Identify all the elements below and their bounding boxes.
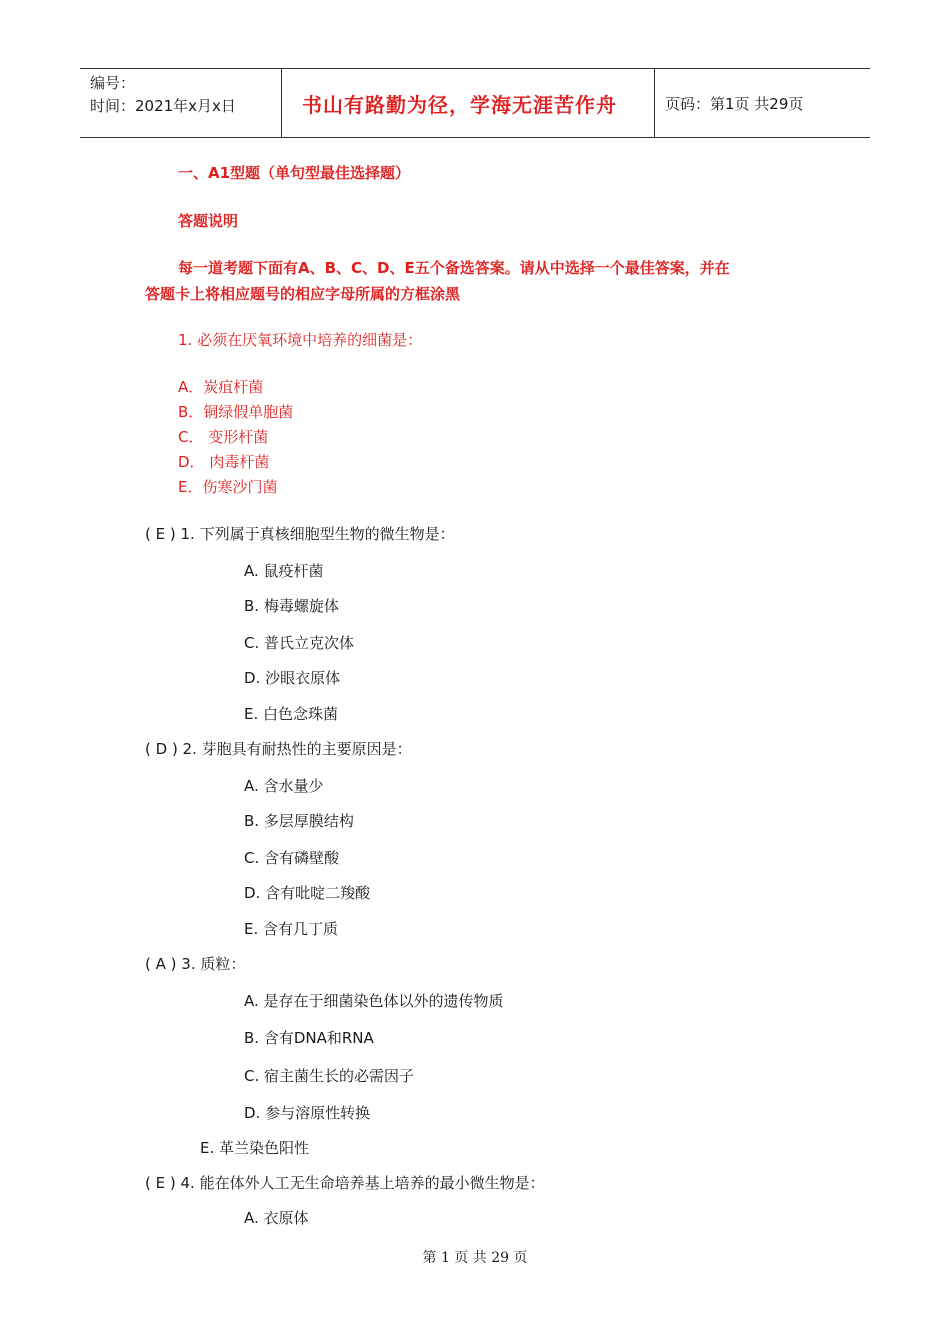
instructions-line-1: 每一道考题下面有A、B、C、D、E五个备选答案。请从中选择一个最佳答案，并在	[178, 259, 730, 277]
header-motto: 书山有路勤为径，学海无涯苦作舟	[302, 92, 617, 117]
example-option: E．伤寒沙门菌	[178, 478, 278, 496]
question-option: D. 参与溶原性转换	[244, 1104, 371, 1122]
time-label: 时间：2021年x月x日	[90, 97, 236, 115]
example-option: D． 肉毒杆菌	[178, 453, 270, 471]
serial-label: 编号：	[90, 74, 136, 92]
question-option: A. 是存在于细菌染色体以外的遗传物质	[244, 992, 504, 1010]
question-option: D. 含有吡啶二羧酸	[244, 884, 371, 902]
question-option: C. 宿主菌生长的必需因子	[244, 1067, 415, 1085]
example-option: C． 变形杆菌	[178, 428, 269, 446]
question-option: A. 衣原体	[244, 1209, 309, 1227]
example-option: B．铜绿假单胞菌	[178, 403, 294, 421]
question-option: D. 沙眼衣原体	[244, 669, 341, 687]
question-option: B. 多层厚膜结构	[244, 812, 354, 830]
example-option: A．炭疽杆菌	[178, 378, 264, 396]
question-option: E. 革兰染色阳性	[200, 1139, 310, 1157]
question-option: A. 含水量少	[244, 777, 324, 795]
header-page-info-cell	[655, 69, 870, 137]
question-stem: ( E ) 1. 下列属于真核细胞型生物的微生物是：	[145, 525, 455, 543]
page-header	[80, 68, 870, 138]
question-stem: ( D ) 2. 芽胞具有耐热性的主要原因是：	[145, 740, 412, 758]
header-meta	[80, 69, 282, 137]
instructions-title: 答题说明	[178, 212, 239, 230]
header-motto-cell	[282, 69, 655, 137]
question-option: A. 鼠疫杆菌	[244, 562, 324, 580]
instructions-line-2: 答题卡上将相应题号的相应字母所属的方框涂黑	[145, 285, 461, 303]
question-stem: ( E ) 4. 能在体外人工无生命培养基上培养的最小微生物是：	[145, 1174, 545, 1192]
question-option: E. 白色念珠菌	[244, 705, 339, 723]
question-stem: ( A ) 3. 质粒：	[145, 955, 246, 973]
question-option: E. 含有几丁质	[244, 920, 339, 938]
page-footer: 第 1 页 共 29 页	[422, 1250, 528, 1266]
question-option: C. 普氏立克次体	[244, 634, 355, 652]
header-page-info: 页码：第1页 共29页	[665, 94, 804, 113]
question-option: B. 含有DNA和RNA	[244, 1029, 374, 1047]
question-option: C. 含有磷壁酸	[244, 849, 340, 867]
example-question: 1. 必须在厌氧环境中培养的细菌是：	[178, 331, 423, 349]
question-option: B. 梅毒螺旋体	[244, 597, 339, 615]
section-title: 一、A1型题（单句型最佳选择题）	[178, 164, 411, 182]
